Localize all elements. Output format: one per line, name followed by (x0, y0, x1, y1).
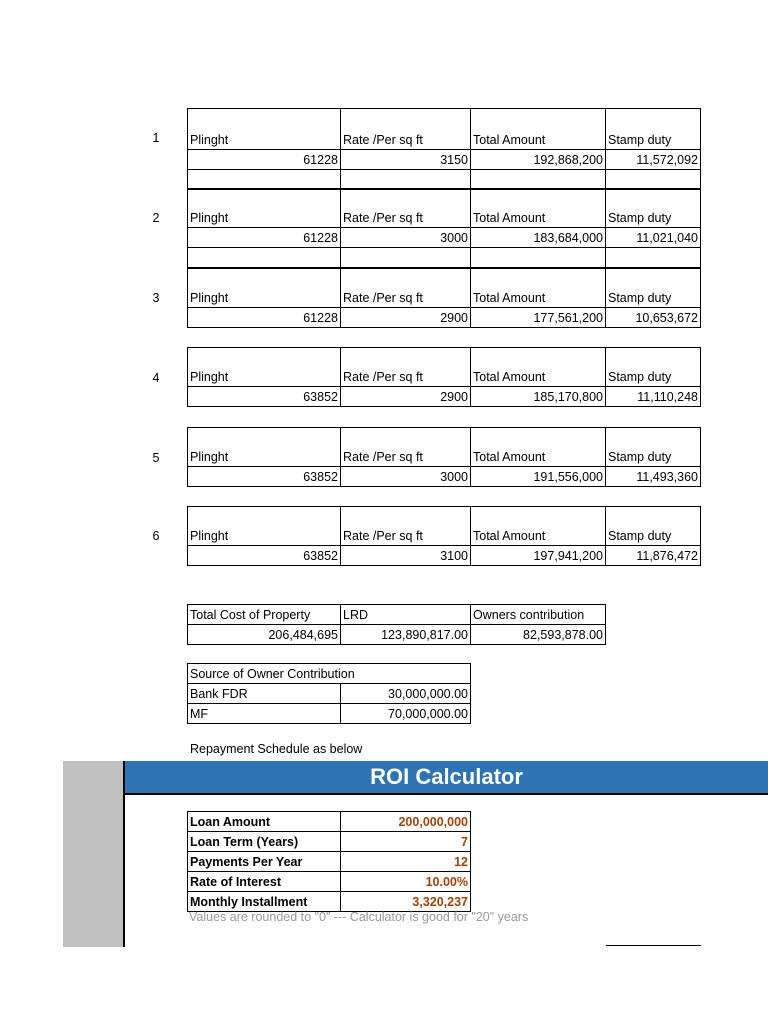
value-stamp-duty: 11,572,092 (606, 150, 701, 170)
calc-table-2 (187, 188, 701, 268)
header-rate: Rate /Per sq ft (341, 269, 471, 308)
owner-sources-table (187, 663, 471, 724)
empty-cell (471, 170, 606, 190)
value-total-amount: 192,868,200 (471, 150, 606, 170)
value-rate: 3000 (341, 467, 471, 487)
header-total-amount: Total Amount (471, 269, 606, 308)
source-label-bank-fdr: Bank FDR (188, 684, 341, 704)
header-plinght: Plinght (188, 269, 341, 308)
header-total-amount: Total Amount (471, 189, 606, 228)
underline-rule (606, 945, 701, 946)
header-plinght: Plinght (188, 348, 341, 387)
calc-table-4 (187, 347, 701, 407)
header-stamp-duty: Stamp duty (606, 428, 701, 467)
roi-table (187, 811, 471, 912)
owner-sources-title: Source of Owner Contribution (188, 664, 471, 684)
header-total-cost: Total Cost of Property (188, 605, 341, 625)
gray-margin-band (63, 761, 124, 947)
header-plinght: Plinght (188, 189, 341, 228)
roi-calculator-title: ROI Calculator (125, 761, 768, 795)
header-stamp-duty: Stamp duty (606, 348, 701, 387)
roi-label-loan-amount: Loan Amount (188, 812, 341, 832)
value-lrd: 123,890,817.00 (341, 625, 471, 645)
header-total-amount: Total Amount (471, 428, 606, 467)
header-lrd: LRD (341, 605, 471, 625)
value-rate: 2900 (341, 387, 471, 407)
value-rate: 2900 (341, 308, 471, 328)
header-rate: Rate /Per sq ft (341, 109, 471, 150)
value-plinght: 63852 (188, 387, 341, 407)
row-index-2: 2 (152, 211, 160, 225)
value-stamp-duty: 11,110,248 (606, 387, 701, 407)
value-total-amount: 185,170,800 (471, 387, 606, 407)
header-rate: Rate /Per sq ft (341, 348, 471, 387)
value-rate: 3100 (341, 546, 471, 566)
value-stamp-duty: 11,876,472 (606, 546, 701, 566)
header-plinght: Plinght (188, 507, 341, 546)
value-stamp-duty: 11,493,360 (606, 467, 701, 487)
roi-label-loan-term: Loan Term (Years) (188, 832, 341, 852)
empty-cell (341, 170, 471, 190)
source-value-mf: 70,000,000.00 (341, 704, 471, 724)
header-stamp-duty: Stamp duty (606, 189, 701, 228)
roi-value-loan-term[interactable]: 7 (341, 832, 471, 852)
row-index-6: 6 (152, 529, 160, 543)
header-plinght: Plinght (188, 428, 341, 467)
header-total-amount: Total Amount (471, 348, 606, 387)
empty-cell (188, 170, 341, 190)
roi-value-payments-per-year[interactable]: 12 (341, 852, 471, 872)
header-plinght: Plinght (188, 109, 341, 150)
value-rate: 3000 (341, 228, 471, 248)
row-index-4: 4 (152, 371, 160, 385)
row-index-1: 1 (152, 131, 160, 145)
roi-value-loan-amount[interactable]: 200,000,000 (341, 812, 471, 832)
value-total-amount: 191,556,000 (471, 467, 606, 487)
row-index-5: 5 (152, 451, 160, 465)
roi-label-rate-of-interest: Rate of Interest (188, 872, 341, 892)
header-total-amount: Total Amount (471, 507, 606, 546)
empty-cell (471, 248, 606, 268)
header-stamp-duty: Stamp duty (606, 507, 701, 546)
empty-cell (188, 248, 341, 268)
roi-label-monthly-installment: Monthly Installment (188, 892, 341, 912)
value-stamp-duty: 11,021,040 (606, 228, 701, 248)
header-stamp-duty: Stamp duty (606, 269, 701, 308)
header-stamp-duty: Stamp duty (606, 109, 701, 150)
empty-cell (341, 248, 471, 268)
source-label-mf: MF (188, 704, 341, 724)
roi-label-payments-per-year: Payments Per Year (188, 852, 341, 872)
header-owners-contribution: Owners contribution (471, 605, 606, 625)
header-rate: Rate /Per sq ft (341, 428, 471, 467)
value-plinght: 61228 (188, 228, 341, 248)
calc-table-3 (187, 268, 701, 328)
value-plinght: 63852 (188, 546, 341, 566)
header-rate: Rate /Per sq ft (341, 189, 471, 228)
value-owners-contribution: 82,593,878.00 (471, 625, 606, 645)
calc-table-1 (187, 108, 701, 190)
calc-table-6 (187, 506, 701, 566)
value-plinght: 61228 (188, 150, 341, 170)
header-rate: Rate /Per sq ft (341, 507, 471, 546)
value-total-cost: 206,484,695 (188, 625, 341, 645)
repayment-note: Repayment Schedule as below (190, 742, 363, 756)
source-value-bank-fdr: 30,000,000.00 (341, 684, 471, 704)
calc-table-5 (187, 427, 701, 487)
value-rate: 3150 (341, 150, 471, 170)
header-total-amount: Total Amount (471, 109, 606, 150)
value-total-amount: 197,941,200 (471, 546, 606, 566)
value-total-amount: 177,561,200 (471, 308, 606, 328)
roi-disclaimer: Values are rounded to "0" --- Calculator is good for "20" years (189, 910, 529, 924)
value-total-amount: 183,684,000 (471, 228, 606, 248)
roi-value-rate-of-interest[interactable]: 10.00% (341, 872, 471, 892)
empty-cell (606, 248, 701, 268)
row-index-3: 3 (152, 291, 160, 305)
value-plinght: 61228 (188, 308, 341, 328)
value-plinght: 63852 (188, 467, 341, 487)
roi-value-monthly-installment: 3,320,237 (341, 892, 471, 912)
empty-cell (606, 170, 701, 190)
value-stamp-duty: 10,653,672 (606, 308, 701, 328)
cost-summary-table (187, 604, 606, 645)
